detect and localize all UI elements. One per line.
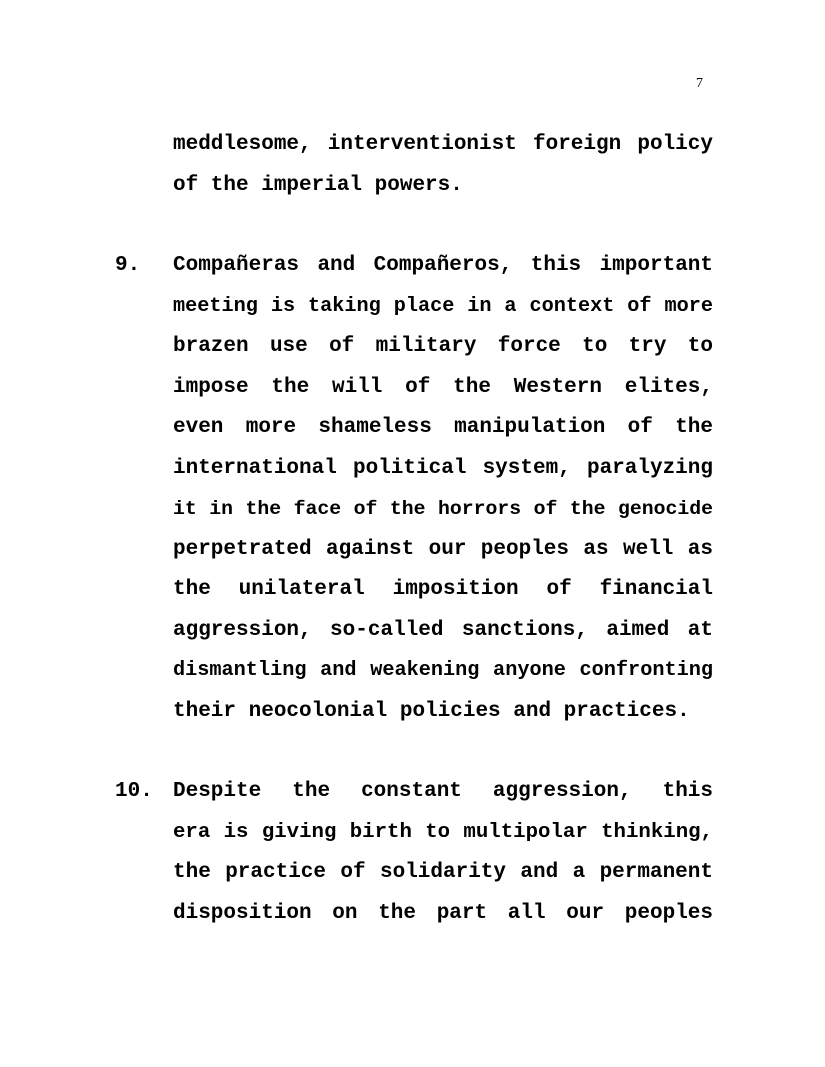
text-line: it in the face of the horrors of the genocide bbox=[173, 498, 713, 520]
text-line: international political system, paralyzing bbox=[173, 456, 713, 480]
text-line: disposition on the part all our peoples bbox=[173, 901, 713, 925]
page-number: 7 bbox=[696, 76, 703, 91]
paragraph-9 bbox=[115, 246, 713, 732]
text-line: impose the will of the Western elites, bbox=[173, 375, 713, 399]
text-line: of the imperial powers. bbox=[173, 173, 463, 197]
text-line: meeting is taking place in a context of more bbox=[173, 294, 713, 318]
text-line: dismantling and weakening anyone confronting bbox=[173, 659, 713, 682]
text-line: their neocolonial policies and practices. bbox=[173, 699, 690, 723]
text-line: Despite the constant aggression, this bbox=[173, 780, 713, 803]
text-line: meddlesome, interventionist foreign policy bbox=[173, 133, 713, 156]
text-line: perpetrated against our peoples as well as bbox=[173, 537, 713, 561]
text-line: aggression, so-called sanctions, aimed at bbox=[173, 618, 713, 642]
text-line: the practice of solidarity and a permanent bbox=[173, 861, 713, 884]
text-line: Compañeras and Compañeros, this important bbox=[173, 254, 713, 277]
paragraph-body bbox=[173, 772, 713, 934]
text-line: brazen use of military force to try to bbox=[173, 335, 713, 358]
continued-paragraph bbox=[173, 125, 713, 206]
paragraph-number: 10. bbox=[115, 780, 153, 803]
text-line: the unilateral imposition of financial bbox=[173, 578, 713, 601]
text-line: even more shameless manipulation of the bbox=[173, 416, 713, 439]
paragraph-10 bbox=[115, 772, 713, 934]
text-line: era is giving birth to multipolar thinking, bbox=[173, 820, 713, 844]
paragraph-number: 9. bbox=[115, 254, 141, 277]
paragraph-body bbox=[173, 246, 713, 732]
